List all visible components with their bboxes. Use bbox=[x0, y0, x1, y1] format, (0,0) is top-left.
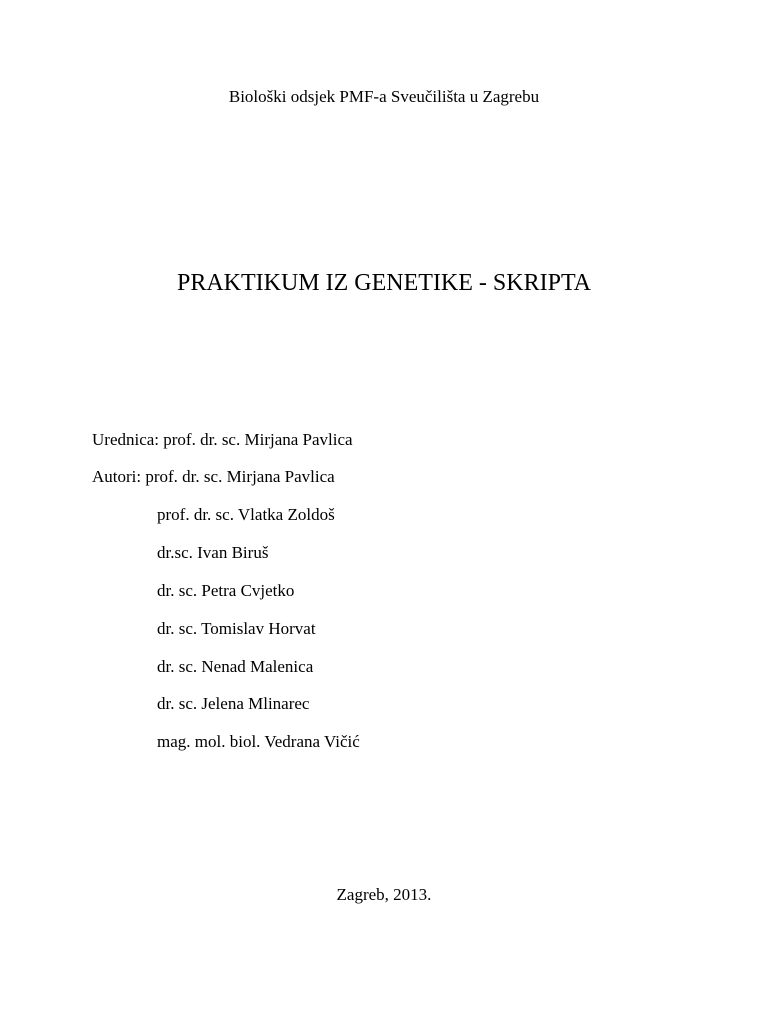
authors-line: Autori: prof. dr. sc. Mirjana Pavlica bbox=[92, 467, 335, 486]
author-name: dr. sc. Tomislav Horvat bbox=[157, 619, 316, 638]
author-name: prof. dr. sc. Vlatka Zoldoš bbox=[157, 505, 335, 524]
author-name: dr.sc. Ivan Biruš bbox=[157, 543, 269, 562]
institution-heading: Biološki odsjek PMF-a Sveučilišta u Zagrebu bbox=[228, 87, 540, 106]
author-name: dr. sc. Nenad Malenica bbox=[157, 657, 314, 676]
document-title: PRAKTIKUM IZ GENETIKE - SKRIPTA bbox=[176, 270, 592, 296]
author-name: dr. sc. Petra Cvjetko bbox=[157, 581, 295, 600]
author-name: dr. sc. Jelena Mlinarec bbox=[157, 694, 310, 713]
place-date: Zagreb, 2013. bbox=[336, 885, 432, 904]
author-name: mag. mol. biol. Vedrana Vičić bbox=[157, 732, 360, 751]
editor-line: Urednica: prof. dr. sc. Mirjana Pavlica bbox=[92, 430, 353, 449]
